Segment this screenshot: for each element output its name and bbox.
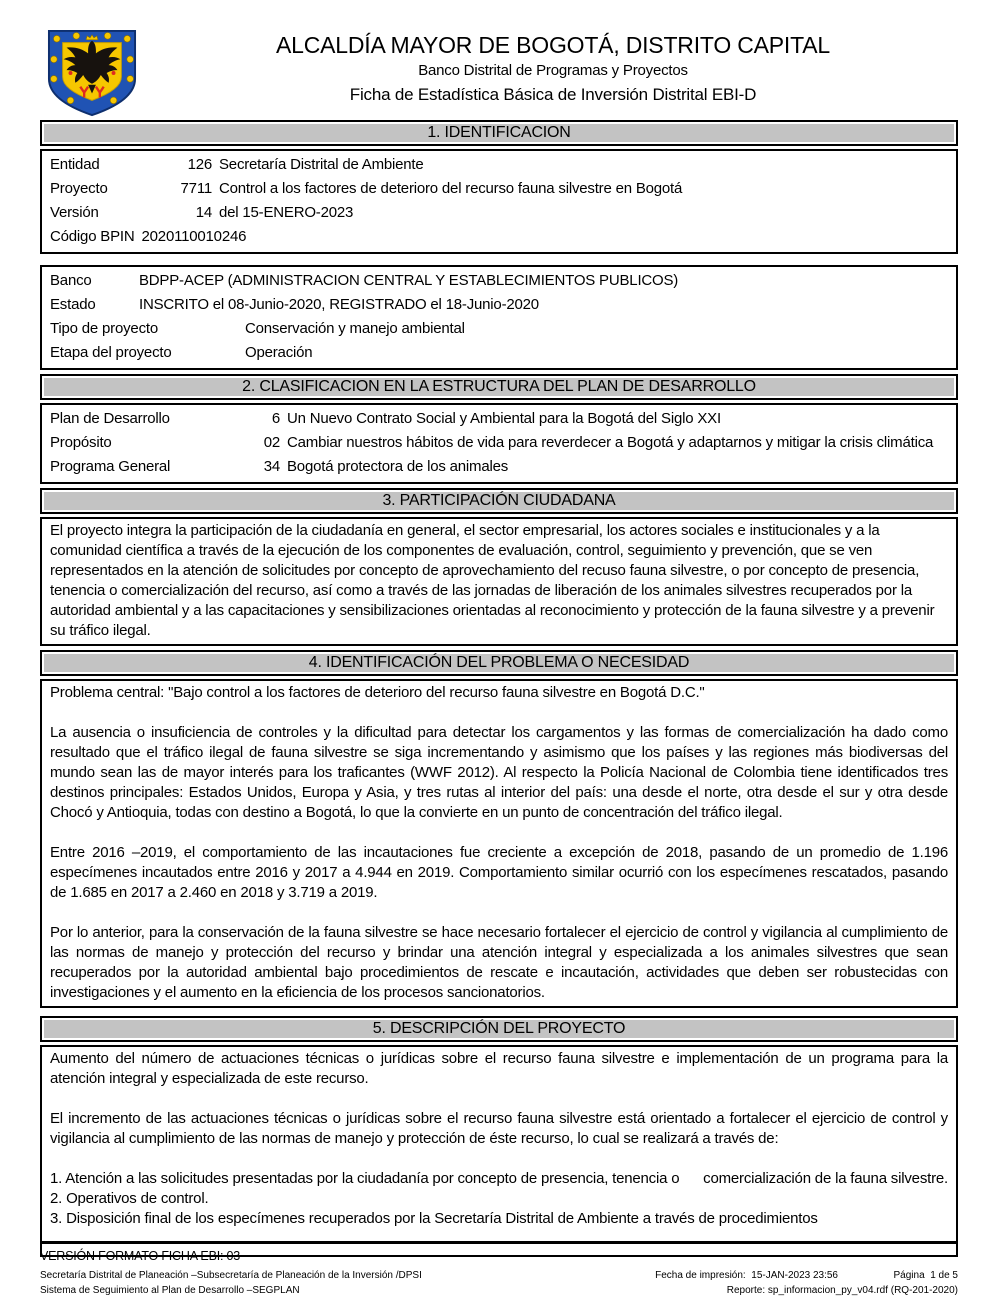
banco-estado-box [40, 265, 958, 370]
descripcion-list-item-2: 2. Operativos de control. [50, 1190, 209, 1207]
coat-of-arms-icon [40, 28, 144, 118]
section-4-title: 4. IDENTIFICACIÓN DEL PROBLEMA O NECESIDAD [308, 654, 690, 671]
section-5-header [40, 1016, 958, 1042]
programa-general-row [50, 455, 948, 479]
plan-desarrollo-value: Un Nuevo Contrato Social y Ambiental para la Bogotá del Siglo XXI [287, 410, 721, 427]
section-2-clasificacion [40, 403, 958, 484]
section-5-title: 5. DESCRIPCIÓN DEL PROYECTO [372, 1020, 626, 1037]
codigo-bpin-row [50, 225, 948, 249]
proyecto-row [50, 177, 948, 201]
estado-row [50, 293, 948, 317]
descripcion-list-item-1: 1. Atención a las solicitudes presentadas por la ciudadanía por concepto de presencia, tenencia o comercialización de la fauna silvestre. [50, 1170, 948, 1187]
programa-general-number: 34 [263, 458, 280, 475]
proyecto-value: Control a los factores de deterioro del recurso fauna silvestre en Bogotá [219, 180, 683, 197]
footer-divider [40, 1241, 958, 1244]
document-title: ALCALDÍA MAYOR DE BOGOTÁ, DISTRITO CAPITAL [276, 32, 830, 58]
version-value: del 15-ENERO-2023 [219, 204, 354, 221]
banco-label: Banco [50, 272, 92, 289]
descripcion-paragraph-2: El incremento de las actuaciones técnicas o jurídicas sobre el recurso fauna silvestre está orientado a fortalecer el ejercicio de control y vigilancia al cumplimiento de las normas de manejo y protección de éste recurso, lo cual se realizará a través de: [50, 1110, 948, 1147]
proposito-number: 02 [263, 434, 280, 451]
proyecto-label: Proyecto [50, 180, 108, 197]
proposito-value: Cambiar nuestros hábitos de vida para reverdecer a Bogotá y adaptarnos y mitigar la crisis climática [287, 434, 934, 451]
tipo-proyecto-row [50, 317, 948, 341]
participacion-paragraph: El proyecto integra la participación de la ciudadanía en general, el sector empresarial, los actores sociales e institucionales y a la comunidad científica a través de la ejecución de los componentes de evaluación, control, seguimiento y prevención, que se ven representados en la atención de solicitudes por concepto de aprovechamiento del recuso fauna silvestre, o por concepto de presencia, tenencia o comercialización del recurso, así como a través de las jornadas de liberación de los animales silvestres recuperados por la autoridad ambiental y a las capacitaciones y sensibilizaciones orientadas al reconocimiento y protección de la fauna silvestre y a prevenir su tráfico ilegal. [50, 522, 935, 639]
etapa-proyecto-row [50, 341, 948, 365]
section-2-header [40, 374, 958, 400]
section-5-descripcion [40, 1045, 958, 1257]
page-footer [40, 1241, 958, 1298]
proposito-row [50, 431, 948, 455]
footer-page-number: Página 1 de 5 [893, 1270, 958, 1281]
section-4-header [40, 650, 958, 676]
entidad-number: 126 [187, 156, 212, 173]
section-4-problema [40, 679, 958, 1008]
section-3-header [40, 488, 958, 514]
section-2-title: 2. CLASIFICACION EN LA ESTRUCTURA DEL PLAN DE DESARROLLO [242, 378, 756, 395]
tipo-proyecto-value: Conservación y manejo ambiental [245, 320, 465, 337]
estado-value: INSCRITO el 08-Junio-2020, REGISTRADO el 18-Junio-2020 [139, 296, 539, 313]
format-version-text: VERSIÓN FORMATO FICHA EBI: 03 [40, 1249, 241, 1263]
proposito-label: Propósito [50, 434, 112, 451]
programa-general-value: Bogotá protectora de los animales [287, 458, 509, 475]
proyecto-number: 7711 [180, 180, 212, 197]
bogota-coat-of-arms-logo [40, 26, 148, 118]
footer-report-name: Reporte: sp_informacion_py_v04.rdf (RQ-201-2020) [726, 1285, 958, 1296]
section-1-identificacion [40, 149, 958, 254]
entidad-row [50, 153, 948, 177]
banco-value: BDPP-ACEP (ADMINISTRACION CENTRAL Y ESTABLECIMIENTOS PUBLICOS) [139, 272, 679, 289]
section-1-header [40, 120, 958, 146]
plan-desarrollo-number: 6 [271, 410, 280, 427]
etapa-proyecto-label: Etapa del proyecto [50, 344, 172, 361]
tipo-proyecto-label: Tipo de proyecto [50, 320, 158, 337]
version-number: 14 [195, 204, 212, 221]
version-label: Versión [50, 204, 99, 221]
footer-entity-text: Secretaría Distrital de Planeación –Subsecretaría de Planeación de la Inversión /DPSI [40, 1270, 422, 1281]
codigo-bpin-label: Código BPIN [50, 228, 135, 245]
document-header [40, 26, 958, 118]
entidad-label: Entidad [50, 156, 100, 173]
document-titles [148, 26, 958, 118]
problema-paragraph-4: Por lo anterior, para la conservación de la fauna silvestre se hace necesario fortalecer el ejercicio de control y vigilancia al cumplimiento de las normas de manejo y protección del recurso y brindar una atención integral y especializada a los animales silvestres que sean recuperados por la autoridad ambiental bajo procedimientos de rescate e incautación, actividades que deben ser robustecidas con investigaciones y el aumento en la eficiencia de los procesos sancionatorios. [50, 924, 948, 1001]
document-subtitle-1: Banco Distrital de Programas y Proyectos [418, 62, 688, 79]
section-3-participacion [40, 517, 958, 646]
problema-paragraph-2: La ausencia o insuficiencia de controles y la dificultad para detectar los cargamentos y las formas de comercialización ha dado como resultado que el tráfico ilegal de fauna silvestre se siga incrementando y asimismo que los países y las regiones más biodiversas del mundo sean las de mayor interés para los traficantes (WWF 2012). Al respecto la Policía Nacional de Colombia tiene identificados tres destinos principales: Estados Unidos, Europa y Asia, y tres rutas al interior del país: una desde el norte, otra desde el sur y otra desde Chocó y Antioquia, todas con destino a Bogotá, lo que la convierte en un punto de concentración del tráfico ilegal. [50, 724, 948, 821]
section-1-title: 1. IDENTIFICACION [427, 124, 571, 141]
footer-print-info [655, 1268, 958, 1283]
plan-desarrollo-label: Plan de Desarrollo [50, 410, 170, 427]
footer-line-2 [40, 1283, 958, 1298]
footer-line-1 [40, 1268, 958, 1283]
entidad-value: Secretaría Distrital de Ambiente [219, 156, 424, 173]
programa-general-label: Programa General [50, 458, 171, 475]
version-row [50, 201, 948, 225]
footer-print-date: Fecha de impresión: 15-JAN-2023 23:56 [655, 1270, 838, 1281]
footer-system-text: Sistema de Seguimiento al Plan de Desarrollo –SEGPLAN [40, 1285, 300, 1296]
problema-central-paragraph: Problema central: "Bajo control a los factores de deterioro del recurso fauna silvestre en Bogotá D.C." [50, 684, 705, 701]
banco-row [50, 269, 948, 293]
document-subtitle-2: Ficha de Estadística Básica de Inversión Distrital EBI-D [349, 85, 757, 104]
descripcion-paragraph-1: Aumento del número de actuaciones técnicas o jurídicas sobre el recurso fauna silvestre e implementación de un programa para la atención integral y especializada de este recurso. [50, 1050, 948, 1087]
plan-desarrollo-row [50, 407, 948, 431]
descripcion-list-item-3: 3. Disposición final de los especímenes recuperados por la Secretaría Distrital de Ambiente a través de procedimientos [50, 1210, 818, 1227]
estado-label: Estado [50, 296, 96, 313]
problema-paragraph-3: Entre 2016 –2019, el comportamiento de las incautaciones fue creciente a excepción de 2018, pasando de un promedio de 1.196 especímenes incautados entre 2016 y 2017 a 4.944 en 2019. Comportamiento similar ocurrió con los especímenes rescatados, pasando de 1.685 en 2017 a 2.460 en 2018 y 3.719 a 2019. [50, 844, 948, 901]
etapa-proyecto-value: Operación [245, 344, 313, 361]
codigo-bpin-value: 2020110010246 [141, 228, 247, 245]
section-3-title: 3. PARTICIPACIÓN CIUDADANA [382, 492, 616, 509]
